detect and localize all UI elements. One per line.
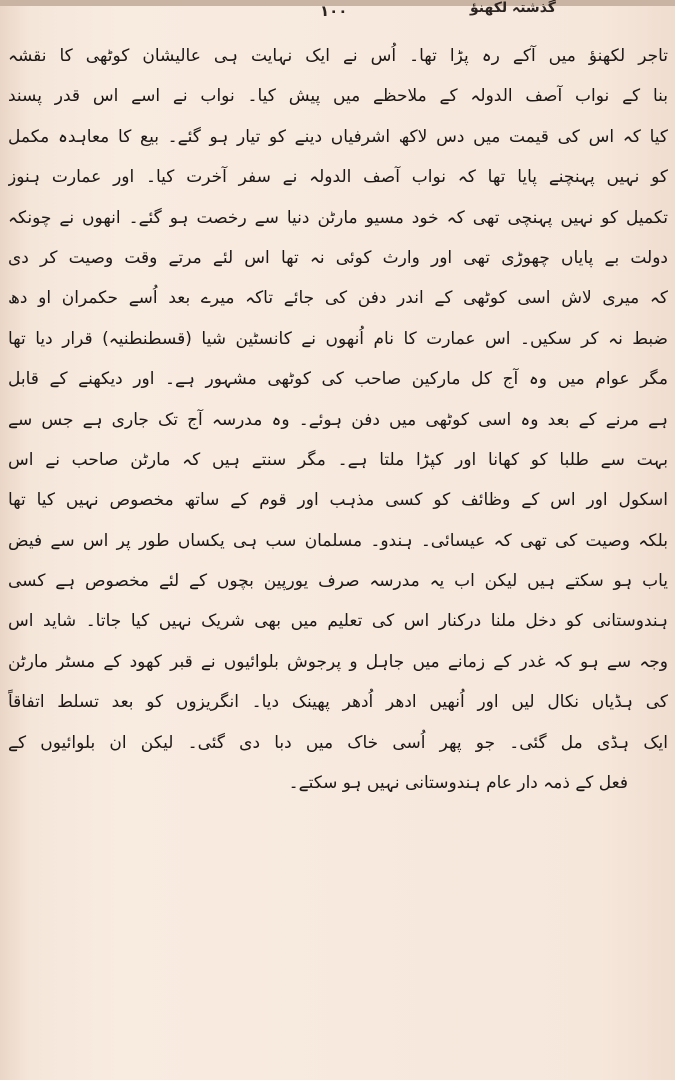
text-line-last: فعل کے ذمہ دار عام ہندوستانی نہیں ہو سکتے۔: [288, 773, 628, 794]
text-line: بہت سے طلبا کو کھانا اور کپڑا ملتا ہے۔ مگر سنتے ہیں کہ مارٹن صاحب نے اس: [8, 449, 668, 470]
text-line: کہ میری لاش اسی کوٹھی کے اندر دفن کی جائے تاکہ میرے بعد اُسے حکمران او دھ: [8, 288, 668, 309]
text-line: ایک ہڈی مل گئی۔ جو پھر اُسی خاک میں دبا دی گئی۔ لیکن ان بلوائیوں کے: [8, 732, 668, 753]
text-line: بنا کے نواب آصف الدولہ کے ملاحظے میں پیش کیا۔ نواب نے اسے اس قدر پسند: [8, 86, 668, 107]
text-line: دولت بے پایاں چھوڑی تھی اور وارث کوئی نہ تھا اس لئے مرتے وقت وصیت کر دی: [8, 247, 668, 268]
text-line: اسکول اور اس کے وظائف کو کسی مذہب اور قوم کے ساتھ مخصوص نہیں کیا تھا: [8, 490, 668, 511]
page-number: ۱۰۰: [320, 2, 348, 20]
text-line: ہے مرنے کے بعد وہ اسی کوٹھی میں دفن ہوئے۔ وہ مدرسہ آج تک جاری ہے جس سے: [8, 409, 668, 430]
running-title: گذشتہ لکھنؤ: [470, 0, 556, 16]
text-line: مگر عوام میں وہ آج کل مارکین صاحب کی کوٹھی مشہور ہے۔ اور دیکھنے کے قابل: [8, 369, 668, 390]
text-line: ہندوستانی کو دخل ملنا درکنار اس کی تعلیم میں بھی شریک نہیں کیا جاتا۔ شاید اس: [8, 611, 668, 632]
text-line: تکمیل کو نہیں پہنچی تھی کہ خود مسیو مارٹن دنیا سے رخصت ہو گئے۔ انھوں نے چونکہ: [8, 207, 668, 228]
body-text: [8, 36, 668, 803]
page-header: [0, 0, 675, 26]
text-line: یاب ہو سکتے ہیں لیکن اب یہ مدرسہ صرف یورپین بچوں کے لئے مخصوص ہے کسی: [8, 571, 668, 592]
text-line: ضبط نہ کر سکیں۔ اس عمارت کا نام اُنھوں نے کانسٹین شیا (قسطنطنیہ) قرار دیا تھا: [8, 328, 668, 349]
text-line: کو نہیں پہنچنے پایا تھا کہ نواب آصف الدولہ نے سفر آخرت کیا۔ اور عمارت ہنوز: [8, 167, 668, 188]
text-line: کیا کہ اس کی قیمت میں دس لاکھ اشرفیاں دینے کو تیار ہو گئے۔ بیع کا معاہدہ مکمل: [8, 126, 668, 147]
text-line: تاجر لکھنؤ میں آکے رہ پڑا تھا۔ اُس نے ایک نہایت ہی عالیشان کوٹھی کا نقشہ: [8, 46, 668, 66]
text-line: وجہ سے ہو کہ غدر کے زمانے میں جاہل و پرجوش بلوائیوں نے قبر کھود کے مسٹر مارٹن: [8, 651, 668, 672]
text-line: بلکہ وصیت کی تھی کہ عیسائی۔ ہندو۔ مسلمان سب ہی یکساں طور پر اس سے فیض: [8, 530, 668, 551]
text-line: کی ہڈیاں نکال لیں اور اُنھیں ادھر اُدھر پھینک دیا۔ انگریزوں کو بعد تسلط اتفاقاً: [8, 692, 668, 713]
